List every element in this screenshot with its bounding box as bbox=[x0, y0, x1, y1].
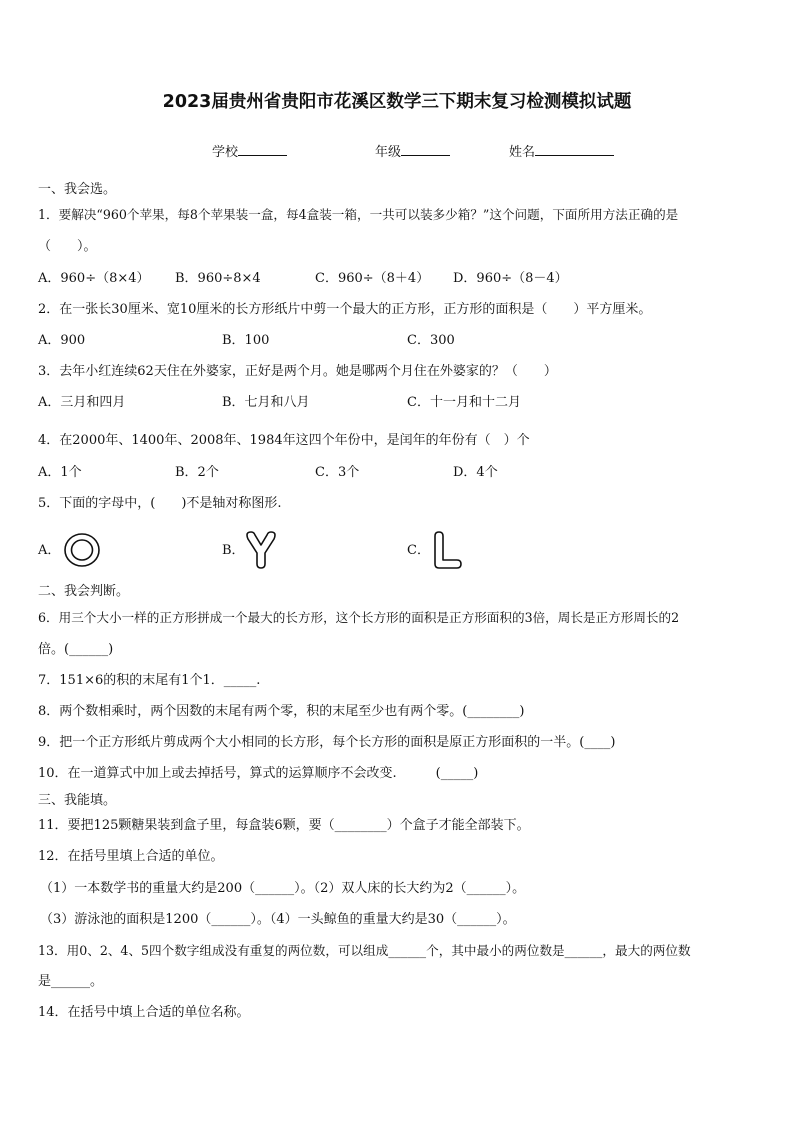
name-blank[interactable] bbox=[535, 142, 614, 156]
q2-stem: 2．在一张长30厘米、宽10厘米的长方形纸片中剪一个最大的正方形，正方形的面积是（ ）平方厘米。 bbox=[38, 302, 652, 317]
q5-option-a[interactable] bbox=[38, 543, 60, 559]
letter-l-image bbox=[432, 531, 464, 569]
grade-blank[interactable] bbox=[401, 142, 450, 156]
q5-option-b-label: B． bbox=[222, 543, 245, 558]
q5-stem: 5．下面的字母中，( )不是轴对称图形. bbox=[38, 496, 282, 511]
q4-option-a[interactable]: A．1个 bbox=[38, 465, 82, 480]
q13-line1[interactable]: 13．用0、2、4、5四个数字组成没有重复的两位数，可以组成______个，其中最小的两位数是______，最大的两位数 bbox=[38, 943, 691, 958]
q4-option-d[interactable]: D．4个 bbox=[453, 465, 498, 480]
q3-stem: 3．去年小红连续62天住在外婆家，正好是两个月。她是哪两个月住在外婆家的？（ ） bbox=[38, 364, 557, 379]
q1-option-b[interactable]: B．960÷8×4 bbox=[175, 271, 261, 286]
q5-option-c-label: C． bbox=[407, 543, 430, 558]
q5-option-b[interactable] bbox=[222, 543, 245, 559]
q1-option-c[interactable]: C．960÷（8＋4） bbox=[315, 271, 430, 286]
q10[interactable]: 10．在一道算式中加上或去掉括号，算式的运算顺序不会改变. (_____) bbox=[38, 766, 479, 781]
section-heading-choice: 一、我会选。 bbox=[38, 182, 117, 197]
q2-option-a[interactable]: A．900 bbox=[38, 333, 86, 348]
q1-stem-line1: 1．要解决“960个苹果，每8个苹果装一盒，每4盒装一箱，一共可以装多少箱？”这个问题，下面所用方法正确的是 bbox=[38, 207, 679, 222]
school-label: 学校 bbox=[212, 145, 239, 160]
q5-option-a-label: A． bbox=[38, 543, 61, 558]
school-field bbox=[212, 141, 287, 160]
q4-option-b[interactable]: B．2个 bbox=[175, 465, 219, 480]
name-field bbox=[509, 141, 614, 160]
q13-line2[interactable]: 是______。 bbox=[38, 974, 104, 989]
page-title: 2023届贵州省贵阳市花溪区数学三下期末复习检测模拟试题 bbox=[162, 92, 632, 112]
letter-o-image bbox=[63, 532, 101, 568]
q4-stem: 4．在2000年、1400年、2008年、1984年这四个年份中，是闰年的年份有（ ）个 bbox=[38, 433, 530, 448]
q7[interactable]: 7．151×6的积的末尾有1个1．_____. bbox=[38, 673, 261, 688]
q14-stem: 14．在括号中填上合适的单位名称。 bbox=[38, 1005, 250, 1020]
q1-stem-line2: （ ）。 bbox=[38, 239, 97, 254]
name-label: 姓名 bbox=[509, 145, 536, 160]
q3-option-a[interactable]: A．三月和四月 bbox=[38, 395, 126, 410]
q3-option-c[interactable]: C．十一月和十二月 bbox=[407, 395, 521, 410]
q2-option-c[interactable]: C．300 bbox=[407, 333, 455, 348]
grade-label: 年级 bbox=[375, 145, 402, 160]
q4-option-c[interactable]: C．3个 bbox=[315, 465, 360, 480]
section-heading-judge: 二、我会判断。 bbox=[38, 584, 130, 599]
q2-option-b[interactable]: B．100 bbox=[222, 333, 270, 348]
grade-field bbox=[375, 141, 450, 160]
q3-option-b[interactable]: B．七月和八月 bbox=[222, 395, 310, 410]
q12-stem: 12．在括号里填上合适的单位。 bbox=[38, 849, 224, 864]
q1-option-a[interactable]: A．960÷（8×4） bbox=[38, 271, 150, 286]
q1-option-d[interactable]: D．960÷（8－4） bbox=[453, 271, 568, 286]
q11[interactable]: 11．要把125颗糖果装到盒子里，每盒装6颗，要（________）个盒子才能全部装下。 bbox=[38, 818, 530, 833]
q12-line1[interactable]: （1）一本数学书的重量大约是200（______）。（2）双人床的长大约为2（______）。 bbox=[40, 881, 526, 896]
q12-line2[interactable]: （3）游泳池的面积是1200（______）。（4）一头鲸鱼的重量大约是30（______）。 bbox=[40, 912, 516, 927]
q6-line1: 6．用三个大小一样的正方形拼成一个最大的长方形，这个长方形的面积是正方形面积的3倍，周长是正方形周长的2 bbox=[38, 610, 680, 625]
q6-line2[interactable]: 倍。(______) bbox=[38, 642, 114, 657]
q5-option-c[interactable] bbox=[407, 543, 430, 559]
school-blank[interactable] bbox=[238, 142, 287, 156]
letter-y-image bbox=[244, 531, 278, 569]
section-heading-fill: 三、我能填。 bbox=[38, 793, 117, 808]
q8[interactable]: 8．两个数相乘时，两个因数的末尾有两个零，积的末尾至少也有两个零。(________) bbox=[38, 704, 525, 719]
q9[interactable]: 9．把一个正方形纸片剪成两个大小相同的长方形，每个长方形的面积是原正方形面积的一半。(____) bbox=[38, 735, 616, 750]
